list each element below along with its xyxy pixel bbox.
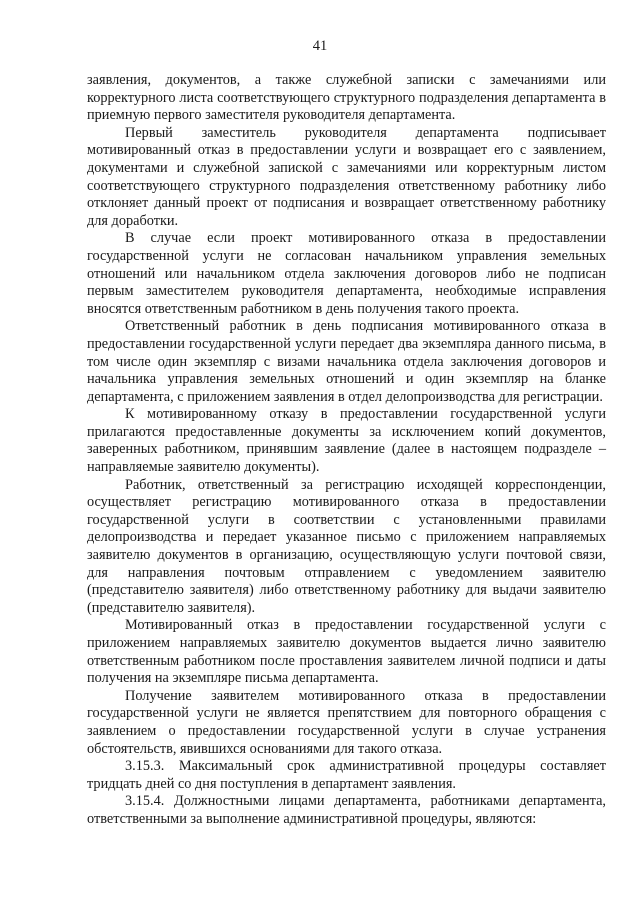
paragraph: Работник, ответственный за регистрацию исходящей корреспонденции, осуществляет регистрацию мотивированного отказа в предоставлении государственной услуги в соответствии с установленными правилами делопроизводства и передает указанное письмо с приложением направляемых заявителю документов в организацию, осуществляющую услуги почтовой связи, для направления почтовым отправлением с уведомлением заявителю (представителю заявителя) либо ответственному работнику для выдачи заявителю (представителю заявителя). bbox=[87, 476, 606, 616]
paragraph: Ответственный работник в день подписания мотивированного отказа в предоставлении государственной услуги передает два экземпляра данного письма, в том числе один экземпляр с визами начальника отдела заключения договоров и начальника управления земельных отношений и один экземпляр на бланке департамента, с приложением заявления в отдел делопроизводства для регистрации. bbox=[87, 318, 606, 405]
paragraph: Получение заявителем мотивированного отказа в предоставлении государственной услуги не является препятствием для повторного обращения с заявлением о предоставлении государственной услуги в случае устранения обстоятельств, явившихся основаниями для такого отказа. bbox=[87, 687, 606, 757]
paragraph: заявления, документов, а также служебной записки с замечаниями или корректурного листа соответствующего структурного подразделения департамента в приемную первого заместителя руководителя департамента. bbox=[87, 72, 606, 124]
paragraph: К мотивированному отказу в предоставлении государственной услуги прилагаются предоставленные документы за исключением копий документов, заверенных работником, принявшим заявление (далее в настоящем подразделе – направляемые заявителю документы). bbox=[87, 406, 606, 476]
document-body bbox=[87, 72, 606, 829]
paragraph: Мотивированный отказ в предоставлении государственной услуги с приложением направляемых заявителю документов выдается лично заявителю ответственным работником после проставления заявителем личной подписи и даты получения на экземпляре письма департамента. bbox=[87, 617, 606, 687]
paragraph: 3.15.3. Максимальный срок административной процедуры составляет тридцать дней со дня поступления в департамент заявления. bbox=[87, 758, 606, 792]
paragraph: Первый заместитель руководителя департамента подписывает мотивированный отказ в предоставлении услуги и возвращает его с заявлением, документами и служебной запиской с замечаниями или корректурным листом соответствующего структурного подразделения ответственному работнику либо отклоняет данный проект от подписания и возвращает ответственному работнику для доработки. bbox=[87, 124, 606, 229]
page-number: 41 bbox=[312, 38, 328, 54]
paragraph: 3.15.4. Должностными лицами департамента, работниками департамента, ответственными за выполнение административной процедуры, являются: bbox=[87, 793, 606, 827]
paragraph: В случае если проект мотивированного отказа в предоставлении государственной услуги не согласован начальником управления земельных отношений или начальником отдела заключения договоров либо не подписан первым заместителем руководителя департамента, необходимые исправления вносятся ответственным работником в день получения такого проекта. bbox=[87, 230, 606, 317]
